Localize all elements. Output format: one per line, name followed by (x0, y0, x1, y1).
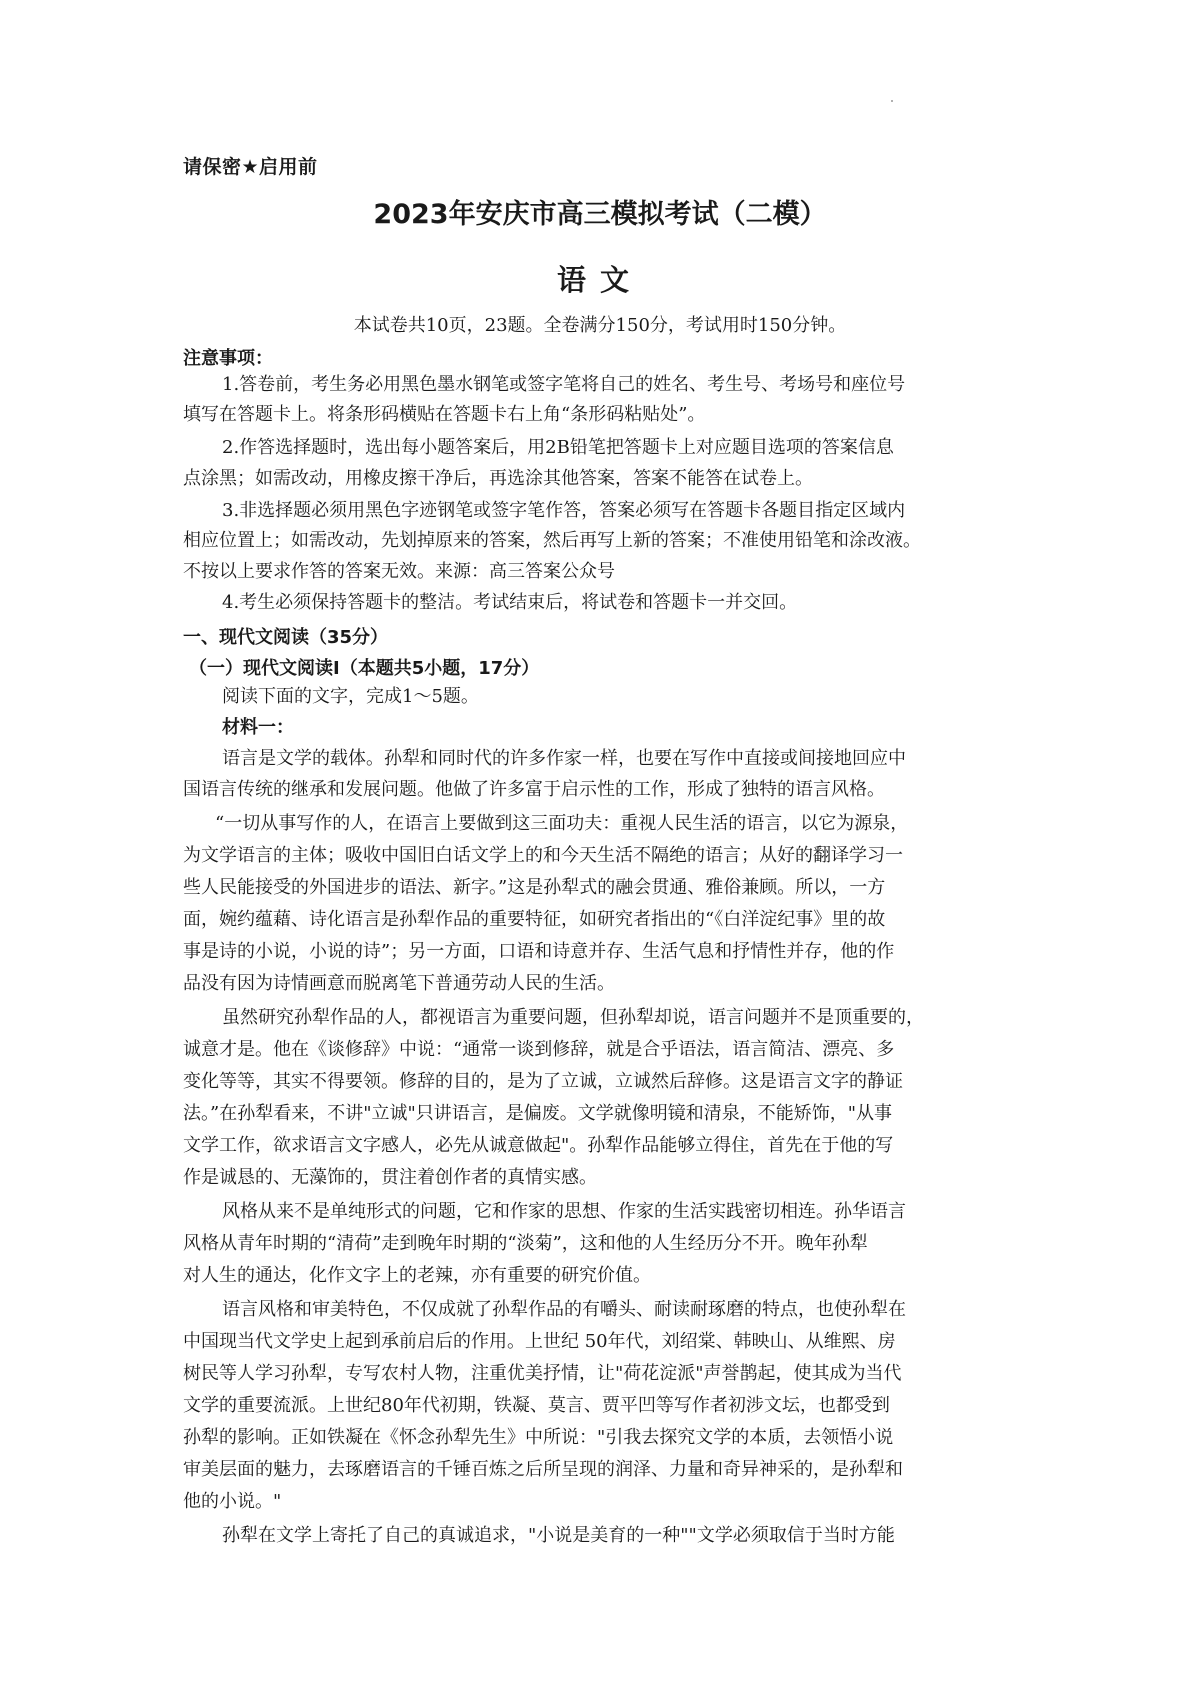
body-line: 中国现当代文学史上起到承前启后的作用。上世纪 50年代，刘绍棠、韩映山、从维熙、房 (183, 1331, 896, 1352)
body-line: 对人生的通达，化作文字上的老辣，亦有重要的研究价值。 (183, 1265, 651, 1286)
subject-title: 语文 (556, 263, 643, 297)
body-line: 变化等等，其实不得要领。修辞的目的，是为了立诚，立诚然后辞修。这是语言文字的静证 (183, 1071, 903, 1092)
confidential-label: 请保密★启用前 (183, 156, 318, 178)
notice-line: 点涂黑；如需改动，用橡皮擦干净后，再选涂其他答案，答案不能答在试卷上。 (183, 468, 813, 489)
exam-info: 本试卷共10页，23题。全卷满分150分，考试用时150分钟。 (353, 315, 847, 336)
body-line: 品没有因为诗情画意而脱离笔下普通劳动人民的生活。 (183, 973, 615, 994)
body-line: 风格从青年时期的“清荷”走到晚年时期的“淡菊”，这和他的人生经历分不开。晚年孙犁 (183, 1233, 868, 1254)
subsection-heading: （一）现代文阅读Ⅰ（本题共5小题，17分） (189, 658, 540, 679)
body-line: 孙犁的影响。正如铁凝在《怀念孙犁先生》中所说："引我去探究文学的本质，去领悟小说 (183, 1427, 894, 1448)
body-line: 诚意才是。他在《谈修辞》中说：“通常一谈到修辞，就是合乎语法，语言简洁、漂亮、多 (183, 1039, 895, 1060)
notice-line: 相应位置上；如需改动，先划掉原来的答案，然后再写上新的答案；不准使用铅笔和涂改液。 (183, 530, 921, 551)
notice-line: 不按以上要求作答的答案无效。来源：高三答案公众号 (183, 561, 615, 582)
section-heading: 一、现代文阅读（35分） (183, 627, 389, 648)
notice-heading: 注意事项： (183, 348, 273, 369)
body-line: 他的小说。" (183, 1491, 282, 1512)
body-line: 国语言传统的继承和发展问题。他做了许多富于启示性的工作，形成了独特的语言风格。 (183, 779, 885, 800)
body-line: 语言风格和审美特色，不仅成就了孙犁作品的有嚼头、耐读耐琢磨的特点，也使孙犁在 (222, 1299, 906, 1320)
material-label: 材料一： (222, 717, 294, 738)
body-line: 事是诗的小说，小说的诗”；另一方面，口语和诗意并存、生活气息和抒情性并存，他的作 (183, 941, 895, 962)
scan-speck (891, 100, 893, 102)
body-line: 为文学语言的主体；吸收中国旧白话文学上的和今天生活不隔绝的语言；从好的翻译学习一 (183, 845, 903, 866)
body-line: 文学工作，欲求语言文字感人，必先从诚意做起"。孙犁作品能够立得住，首先在于他的写 (183, 1135, 894, 1156)
body-line: 风格从来不是单纯形式的问题，它和作家的思想、作家的生活实践密切相连。孙华语言 (222, 1201, 906, 1222)
body-line: 孙犁在文学上寄托了自己的真诚追求，"小说是美育的一种""文学必须取信于当时方能 (222, 1525, 895, 1546)
notice-line: 1.答卷前，考生务必用黑色墨水钢笔或签字笔将自己的姓名、考生号、考场号和座位号 (222, 374, 906, 395)
body-line: 语言是文学的载体。孙犁和同时代的许多作家一样，也要在写作中直接或间接地回应中 (222, 748, 906, 769)
body-line: “一切从事写作的人，在语言上要做到这三面功夫：重视人民生活的语言，以它为源泉， (215, 813, 909, 834)
body-line: 作是诚恳的、无藻饰的，贯注着创作者的真情实感。 (183, 1167, 597, 1188)
instruction-text: 阅读下面的文字，完成1～5题。 (222, 686, 479, 707)
body-line: 法。”在孙犁看来，不讲"立诚"只讲语言，是偏废。文学就像明镜和清泉，不能矫饰，"从事 (183, 1103, 893, 1124)
body-line: 虽然研究孙犁作品的人，都视语言为重要问题，但孙犁却说，语言问题并不是顶重要的， (222, 1007, 924, 1028)
notice-line: 4.考生必须保持答题卡的整洁。考试结束后，将试卷和答题卡一并交回。 (222, 592, 798, 613)
body-line: 审美层面的魅力，去琢磨语言的千锤百炼之后所呈现的润泽、力量和奇异神采的，是孙犁和 (183, 1459, 903, 1480)
body-line: 树民等人学习孙犁，专写农村人物，注重优美抒情，让"荷花淀派"声誉鹊起，使其成为当代 (183, 1363, 902, 1384)
notice-line: 2.作答选择题时，选出每小题答案后，用2B铅笔把答题卡上对应题目选项的答案信息 (222, 437, 894, 458)
notice-line: 3.非选择题必须用黑色字迹钢笔或签字笔作答，答案必须写在答题卡各题目指定区域内 (222, 500, 906, 521)
exam-title: 2023年安庆市高三模拟考试（二模） (373, 199, 827, 230)
body-line: 面，婉约蕴藉、诗化语言是孙犁作品的重要特征，如研究者指出的“《白洋淀纪事》里的故 (183, 909, 886, 930)
notice-line: 填写在答题卡上。将条形码横贴在答题卡右上角“条形码粘贴处”。 (183, 404, 706, 425)
body-line: 些人民能接受的外国进步的语法、新字。”这是孙犁式的融会贯通、雅俗兼顾。所以，一方 (183, 877, 886, 898)
body-line: 文学的重要流派。上世纪80年代初期，铁凝、莫言、贾平凹等写作者初涉文坛，也都受到 (183, 1395, 890, 1416)
